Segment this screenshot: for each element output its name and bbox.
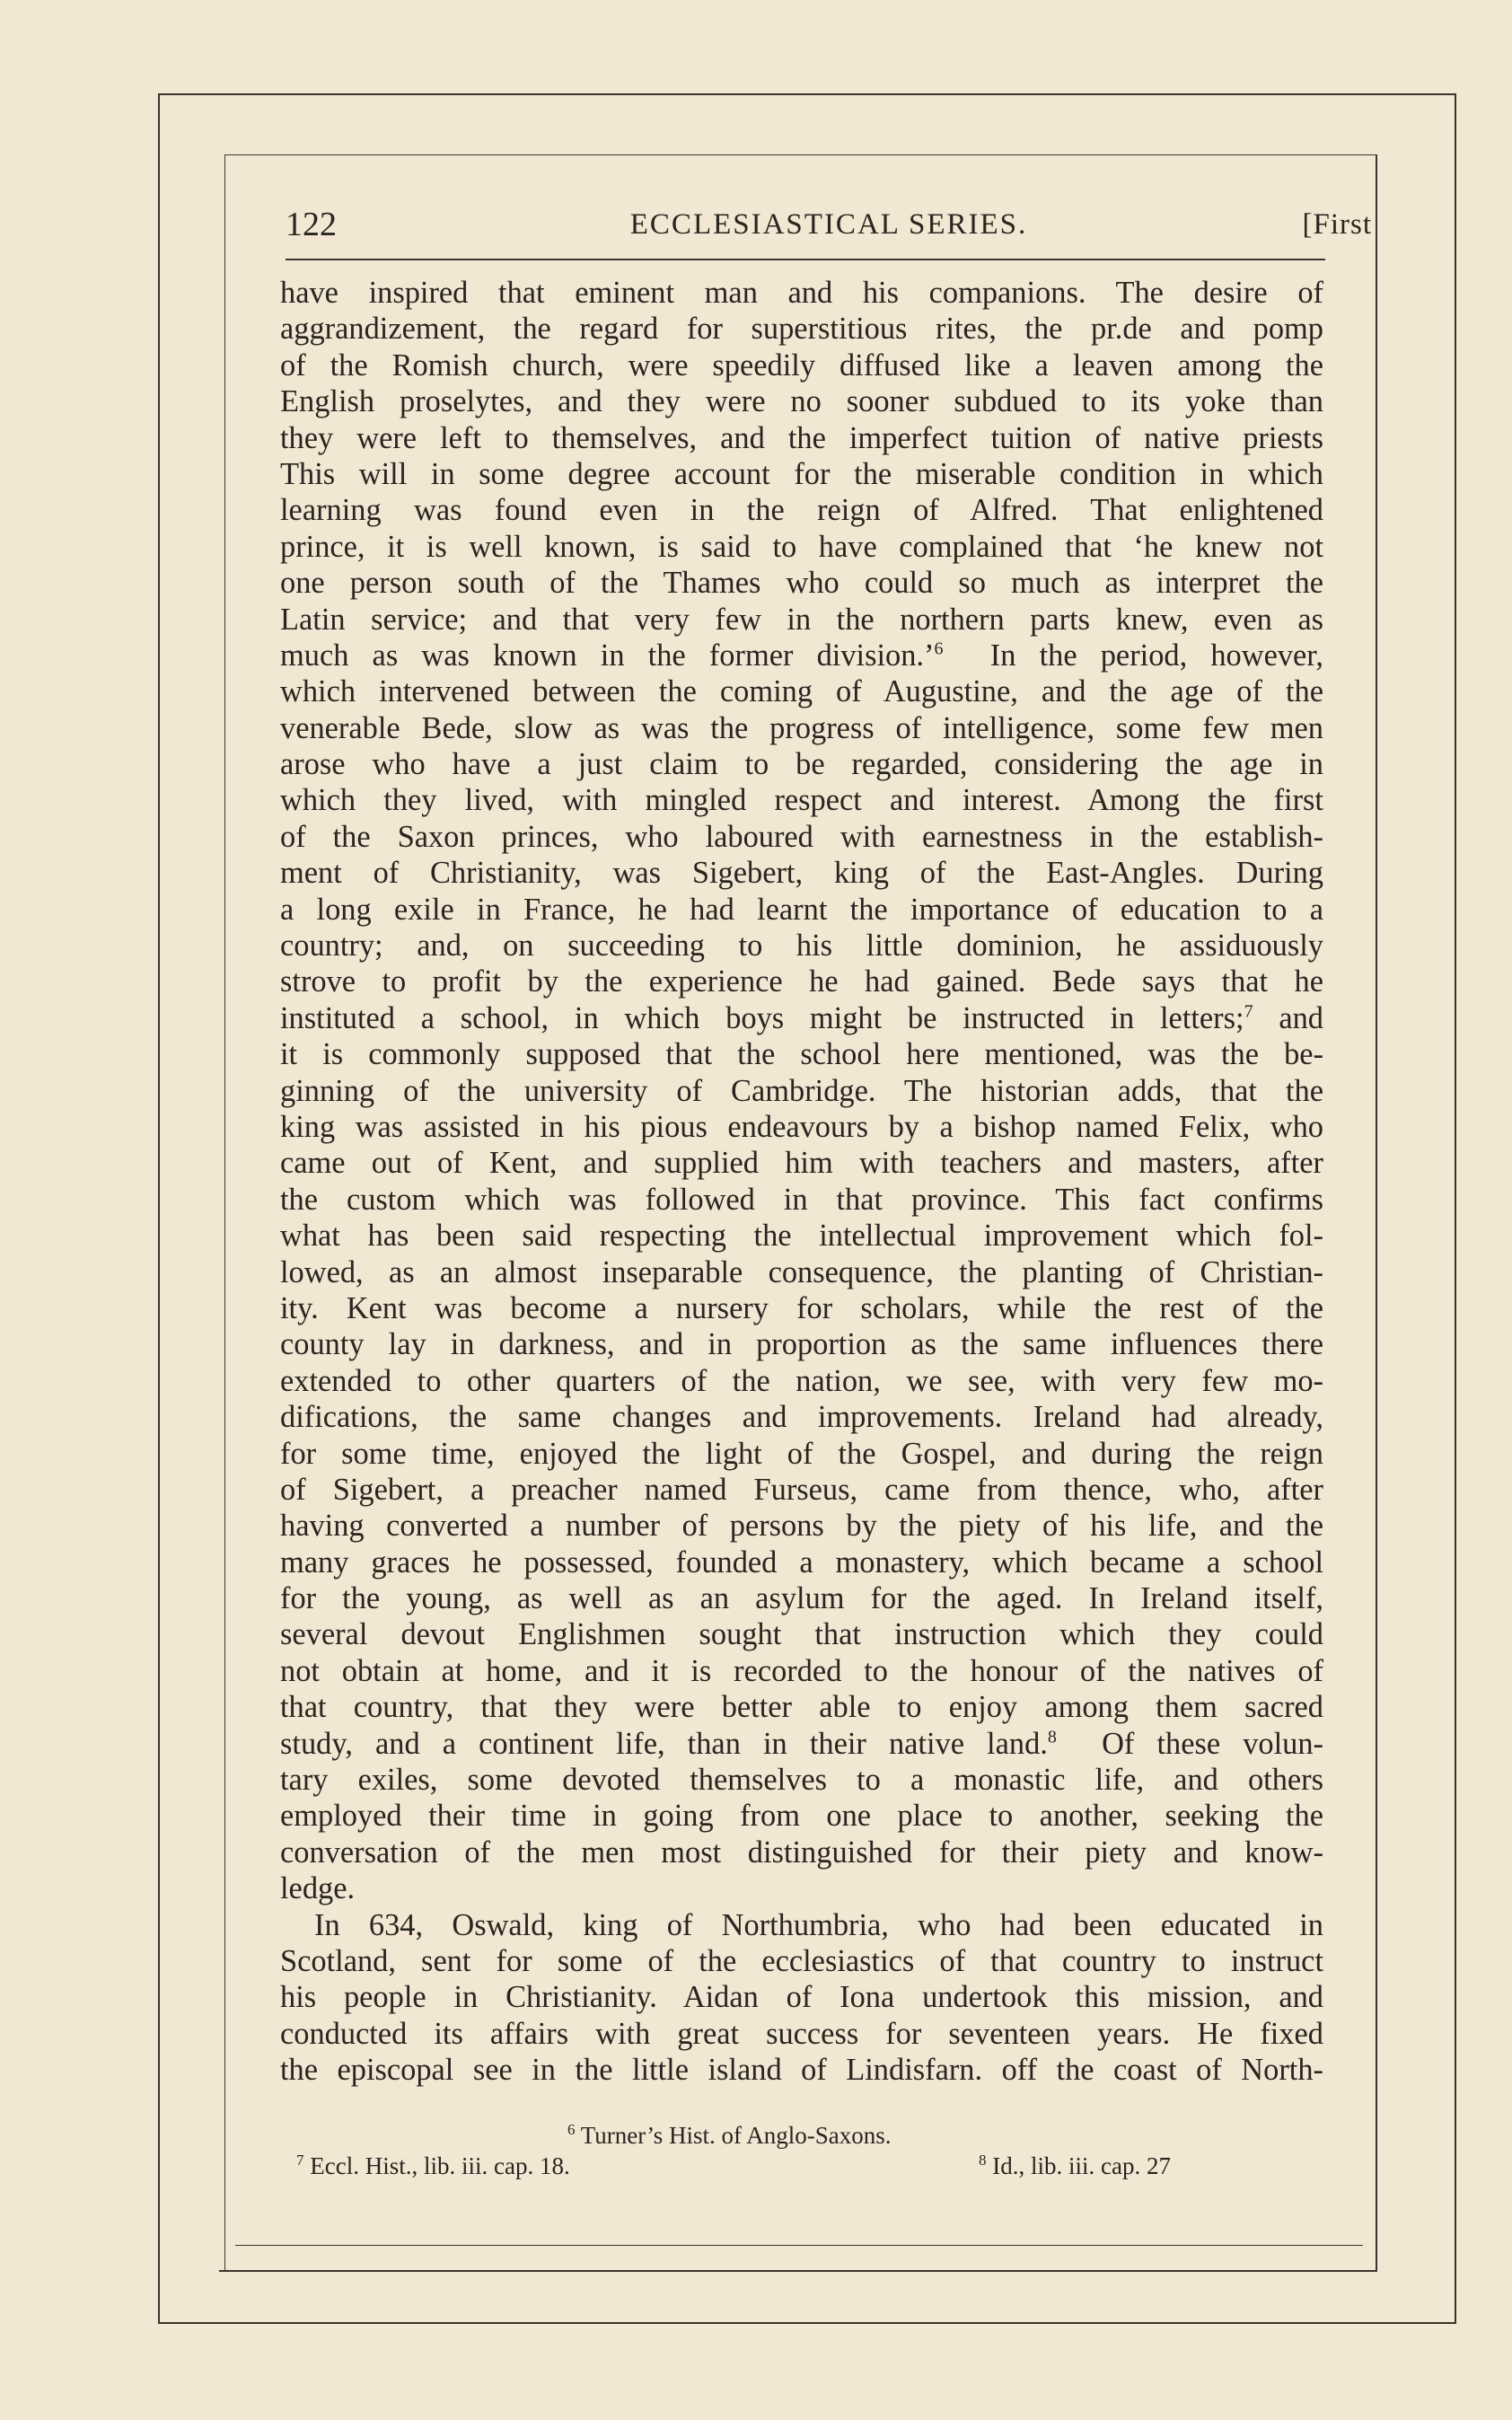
note-ref-7: 7 [1244, 1001, 1253, 1022]
footnote-text: Eccl. Hist., lib. iii. cap. 18. [310, 2152, 570, 2179]
text-line: came out of Kent, and supplied him with teachers and masters, after [280, 1146, 1323, 1181]
text-line [280, 1726, 1323, 1762]
footnote-6 [567, 2121, 892, 2150]
text-line: that country, that they were better able to enjoy among them sacred [280, 1690, 1323, 1725]
text-line: many graces he possessed, founded a monastery, which became a school [280, 1544, 1323, 1580]
text-line: Scotland, sent for some of the ecclesiastics of that country to instruct [280, 1943, 1323, 1978]
text-line: which they lived, with mingled respect and interest. Among the first [280, 783, 1323, 818]
text-line: extended to other quarters of the nation, we see, with very few mo- [280, 1363, 1323, 1398]
text-line: the custom which was followed in that province. This fact confirms [280, 1182, 1323, 1217]
running-head-right: [First [1302, 208, 1372, 241]
text-line: Latin service; and that very few in the northern parts knew, even as [280, 602, 1323, 637]
running-title: ECCLESIASTICAL SERIES. [629, 208, 1028, 241]
footnote-text: Id., lib. iii. cap. 27 [992, 2152, 1171, 2179]
text-line: the episcopal see in the little island of Lindisfarn. off the coast of North- [280, 2053, 1323, 2088]
text-line: arose who have a just claim to be regarded, considering the age in [280, 747, 1323, 782]
body-text [280, 275, 1323, 2089]
frame-top-inner [224, 154, 1377, 155]
footnote-8 [979, 2152, 1171, 2180]
text-line: for the young, as well as an asylum for the aged. In Ireland itself, [280, 1581, 1323, 1616]
text-line: of the Saxon princes, who laboured with earnestness in the establish- [280, 819, 1323, 854]
text-line: lowed, as an almost inseparable consequence, the planting of Christian- [280, 1254, 1323, 1289]
text-line: learning was found even in the reign of Alfred. That enlightened [280, 493, 1323, 528]
line-start: instituted a school, in which boys might be instructed in letters; [280, 1000, 1244, 1035]
text-line: tary exiles, some devoted themselves to a monastic life, and others [280, 1763, 1323, 1798]
line-start: much as was known in the former division.’ [280, 638, 935, 673]
text-line [280, 1000, 1323, 1036]
frame-bottom-inner [219, 2270, 1377, 2272]
note-ref-8: 8 [1047, 1727, 1057, 1747]
line-tail: and [1279, 1000, 1323, 1035]
text-line: ment of Christianity, was Sigebert, king of the East-Angles. During [280, 856, 1323, 891]
footnote-mark: 8 [979, 2152, 987, 2169]
text-line: of the Romish church, were speedily diffused like a leaven among the [280, 348, 1323, 383]
text-line: for some time, enjoyed the light of the Gospel, and during the reign [280, 1436, 1323, 1471]
text-line: of Sigebert, a preacher named Furseus, came from thence, who, after [280, 1472, 1323, 1507]
text-line: several devout Englishmen sought that instruction which they could [280, 1617, 1323, 1652]
text-line: prince, it is well known, is said to have complained that ‘he knew not [280, 529, 1323, 564]
text-line: one person south of the Thames who could so much as interpret the [280, 566, 1323, 601]
line-tail: In the period, however, [989, 638, 1323, 673]
frame-right-inner [1376, 154, 1377, 2272]
note-ref-6: 6 [934, 638, 944, 659]
frame-right-outer [1455, 93, 1456, 2324]
text-line [280, 638, 1323, 673]
text-line: English proselytes, and they were no sooner subdued to its yoke than [280, 384, 1323, 419]
text-line: ity. Kent was become a nursery for scholars, while the rest of the [280, 1290, 1323, 1325]
frame-bottom-outer [158, 2322, 1456, 2324]
text-line: what has been said respecting the intellectual improvement which fol- [280, 1219, 1323, 1254]
text-line: ginning of the university of Cambridge. The historian adds, that the [280, 1073, 1323, 1108]
text-line: ledge. [280, 1871, 356, 1906]
text-line: his people in Christianity. Aidan of Iona undertook this mission, and [280, 1980, 1323, 2015]
line-tail: Of these volun- [1102, 1726, 1323, 1761]
text-line: it is commonly supposed that the school here mentioned, was the be- [280, 1037, 1323, 1072]
frame-left-outer [158, 93, 160, 2324]
text-line: conducted its affairs with great success for seventeen years. He fixed [280, 2016, 1323, 2051]
page-number: 122 [286, 206, 337, 243]
footnote-mark: 7 [296, 2152, 304, 2169]
page-header [286, 205, 1372, 250]
text-line: strove to profit by the experience he had gained. Bede says that he [280, 964, 1323, 999]
text-line: difications, the same changes and improvements. Ireland had already, [280, 1400, 1323, 1435]
text-line: country; and, on succeeding to his little dominion, he assiduously [280, 928, 1323, 964]
text-line: not obtain at home, and it is recorded to the honour of the natives of [280, 1653, 1323, 1688]
frame-bottom-line [235, 2245, 1363, 2246]
text-line: In 634, Oswald, king of Northumbria, who had been educated in [314, 1907, 1323, 1942]
footnote-mark: 6 [567, 2121, 576, 2138]
line-start: study, and a continent life, than in their native land. [280, 1726, 1048, 1761]
text-line: king was assisted in his pious endeavours by a bishop named Felix, who [280, 1109, 1323, 1144]
text-line: conversation of the men most distinguished for their piety and know- [280, 1835, 1323, 1870]
footnote-text: Turner’s Hist. of Anglo-Saxons. [580, 2122, 892, 2149]
text-line: which intervened between the coming of Augustine, and the age of the [280, 674, 1323, 709]
text-line: aggrandizement, the regard for superstitious rites, the pr.de and pomp [280, 312, 1323, 347]
text-line: This will in some degree account for the miserable condition in which [280, 456, 1323, 491]
text-line: county lay in darkness, and in proportion as the same influences there [280, 1327, 1323, 1362]
header-rule [286, 259, 1325, 260]
text-line: having converted a number of persons by the piety of his life, and the [280, 1509, 1323, 1544]
text-line: they were left to themselves, and the imperfect tuition of native priests [280, 420, 1323, 455]
footnote-7 [296, 2152, 570, 2180]
text-line: a long exile in France, he had learnt the importance of education to a [280, 892, 1323, 927]
text-line: venerable Bede, slow as was the progress of intelligence, some few men [280, 710, 1323, 745]
text-line: employed their time in going from one place to another, seeking the [280, 1799, 1323, 1834]
frame-left-inner [224, 154, 225, 2272]
frame-top-outer [158, 93, 1456, 95]
text-line: have inspired that eminent man and his companions. The desire of [280, 276, 1323, 310]
